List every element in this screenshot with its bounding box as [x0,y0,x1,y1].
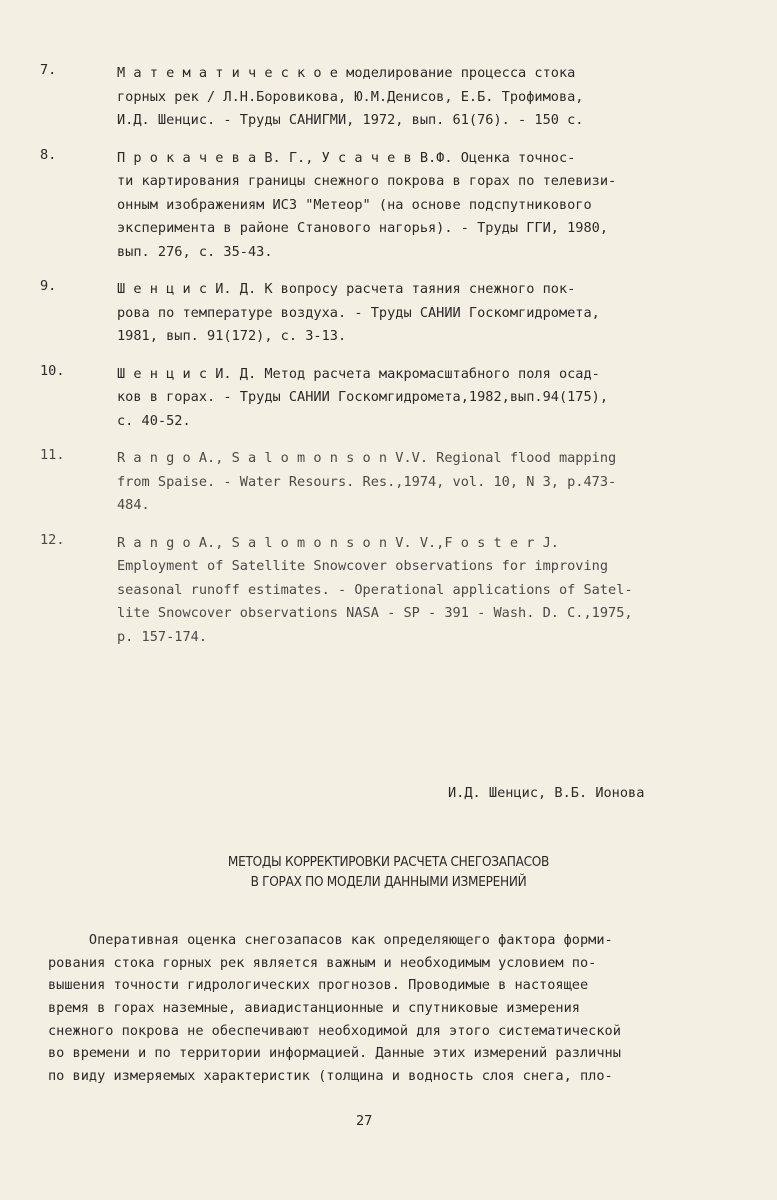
reference-line: эксперимента в районе Станового нагорья). - Труды ГГИ, 1980, [117,220,609,236]
reference-line: М а т е м а т и ч е с к о е моделирование процесса стока [117,65,576,81]
body-line: снежного покрова не обеспечивают необходимой для этого систематической [48,1022,621,1039]
reference-item [40,62,740,133]
reference-line: Ш е н ц и с И. Д. Метод расчета макромасштабного поля осад- [117,365,600,382]
reference-number: 8. [40,146,57,163]
body-line: рования стока горных рек является важным и необходимым условием по- [48,954,597,971]
article-body [48,929,748,1088]
reference-line: горных рек / Л.Н.Боровикова, Ю.М.Денисов, Е.Б. Трофимова, [117,88,584,105]
reference-list [40,62,740,663]
reference-line: И.Д. Шенцис. - Труды САНИГМИ, 1972, вып. 61(76). - 150 с. [117,112,584,128]
reference-item [40,278,740,349]
reference-line: вып. 276, с. 35-43. [117,243,273,260]
body-line: вышения точности гидрологических прогнозов. Проводимые в настоящее [48,977,589,994]
body-line: по виду измеряемых характеристик (толщина и водность слоя снега, пло- [48,1068,613,1085]
reference-line: from Spaise. - Water Resours. Res.,1974, vol. 10, N 3, p.473- [117,473,617,490]
reference-line: ти картирования границы снежного покрова в горах по телевизи- [117,173,617,189]
page-number: 27 [356,1113,373,1129]
reference-number: 9. [40,278,57,294]
reference-line: Employment of Satellite Snowcover observations for improving [117,558,609,574]
reference-number: 12. [40,531,65,548]
article-title-line: МЕТОДЫ КОРРЕКТИРОВКИ РАСЧЕТА СНЕГОЗАПАСОВ [227,854,550,870]
reference-item [40,363,740,434]
body-line: во времени и по территории информацией. Данные этих измерений различны [48,1045,621,1062]
reference-item [40,447,740,518]
reference-number: 7. [40,62,57,78]
article-title-line: В ГОРАХ ПО МОДЕЛИ ДАННЫМИ ИЗМЕРЕНИЙ [250,874,527,890]
reference-line: Ш е н ц и с И. Д. К вопросу расчета таяния снежного пок- [117,281,576,297]
reference-line: R a n g o A., S a l o m o n s o n V. V.,F o s t e r J. [117,534,559,551]
reference-line: ков в горах. - Труды САНИИ Госкомгидромета,1982,вып.94(175), [117,389,609,405]
reference-line: R a n g o A., S a l o m o n s o n V.V. Regional flood mapping [117,450,617,466]
reference-line: рова по температуре воздуха. - Труды САНИИ Госкомгидромета, [117,304,600,321]
reference-line: p. 157-174. [117,628,208,645]
reference-line: онным изображениям ИСЗ "Метеор" (на основе подспутникового [117,196,592,213]
reference-line: с. 40-52. [117,412,191,429]
body-line: время в горах наземные, авиадистанционные и спутниковые измерения [48,1000,580,1017]
reference-line: lite Snowcover observations NASA - SP - 391 - Wash. D. C.,1975, [117,605,633,621]
reference-line: 1981, вып. 91(172), с. 3-13. [117,328,347,344]
article-authors: И.Д. Шенцис, В.Б. Ионова [448,785,645,801]
reference-number: 11. [40,447,65,463]
article-title [0,852,777,892]
reference-number: 10. [40,362,65,379]
reference-item [40,147,740,265]
reference-line: seasonal runoff estimates. - Operational applications of Satel- [117,581,633,598]
reference-item [40,532,740,650]
reference-line: П р о к а ч е в а В. Г., У с а ч е в В.Ф. Оценка точнос- [117,149,576,166]
body-line: Оперативная оценка снегозапасов как определяющего фактора форми- [48,932,613,948]
reference-line: 484. [117,497,150,513]
